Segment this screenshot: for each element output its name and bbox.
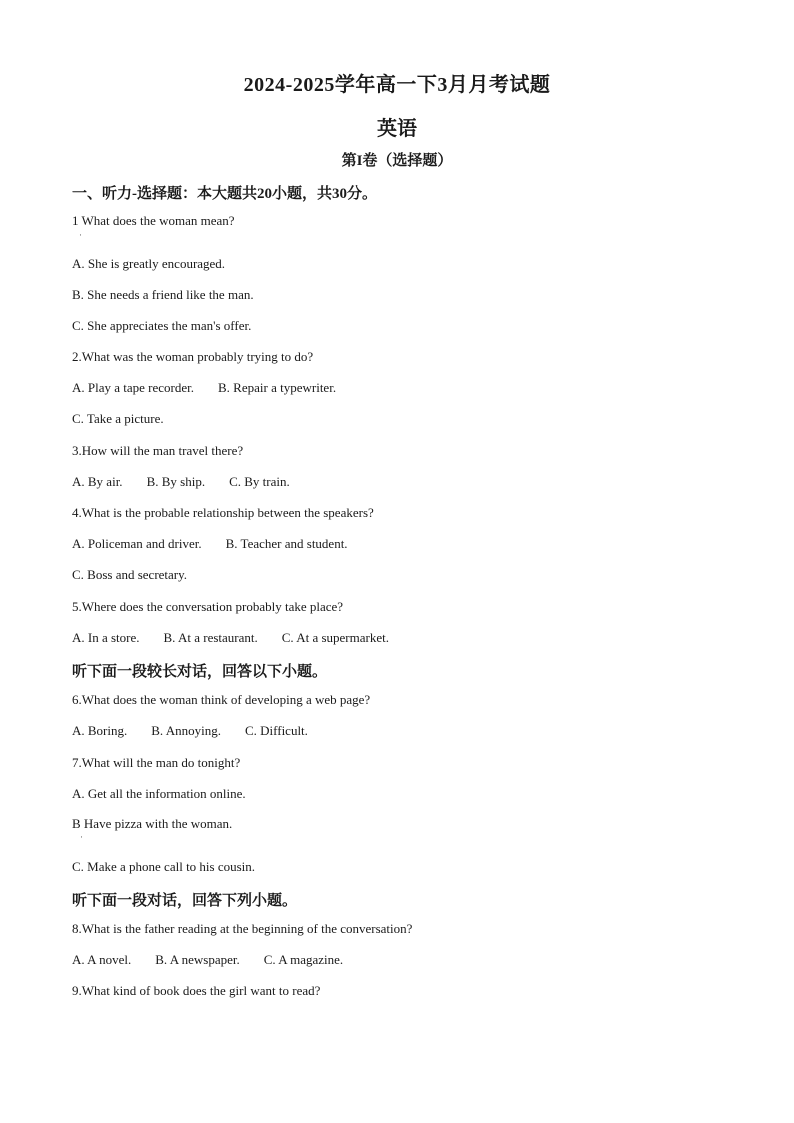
question-5-stem: 5.Where does the conversation probably take place? (72, 599, 344, 614)
question-9-stem: 9.What kind of book does the girl want to read? (72, 983, 321, 998)
question-6-option-b: B. Annoying. (151, 723, 221, 738)
question-5-option-b: B. At a restaurant. (163, 630, 258, 645)
question-3-option-a: A. By air. (72, 474, 123, 489)
question-4-option-b: B. Teacher and student. (225, 536, 348, 551)
question-7-option-c: C. Make a phone call to his cousin. (72, 859, 256, 874)
question-6-option-a: A. Boring. (72, 723, 128, 738)
question-8-option-c: C. A magazine. (263, 952, 344, 967)
question-2-option-b: B. Repair a typewriter. (218, 380, 337, 395)
volume-title: 第I卷（选择题） (341, 153, 453, 169)
question-6-options-row (72, 723, 308, 739)
exam-title: 2024-2025学年高一下3月月考试题 (243, 74, 551, 96)
listening-instruction-1: 听下面一段较长对话，回答以下小题。 (72, 664, 328, 680)
listening-instruction-2: 听下面一段对话，回答下列小题。 (72, 893, 298, 909)
question-4-option-c: C. Boss and secretary. (72, 567, 188, 582)
question-1-option-b: B. She needs a friend like the man. (72, 287, 254, 302)
question-7-option-a: A. Get all the information online. (72, 786, 246, 801)
question-2-stem: 2.What was the woman probably trying to do? (72, 349, 314, 364)
question-8-options-row (72, 952, 343, 968)
question-8-stem: 8.What is the father reading at the beginning of the conversation? (72, 921, 413, 936)
question-7-stem: 7.What will the man do tonight? (72, 755, 241, 770)
question-3-option-c: C. By train. (229, 474, 290, 489)
question-5-option-a: A. In a store. (72, 630, 140, 645)
question-4-options-row (72, 536, 348, 552)
question-3-option-b: B. By ship. (146, 474, 206, 489)
question-5-option-c: C. At a supermarket. (281, 630, 389, 645)
question-1-stem: 1 What does the woman mean? (72, 213, 235, 228)
subject-title: 英语 (377, 118, 417, 140)
question-3-stem: 3.How will the man travel there? (72, 443, 244, 458)
question-6-option-c: C. Difficult. (244, 723, 308, 738)
section-heading-listening: 一、听力-选择题：本大题共20小题，共30分。 (72, 186, 377, 202)
question-4-stem: 4.What is the probable relationship between the speakers? (72, 505, 374, 520)
stray-dot-mark: · (80, 832, 83, 842)
question-4-option-a: A. Policeman and driver. (72, 536, 202, 551)
question-3-options-row (72, 474, 290, 490)
question-8-option-a: A. A novel. (72, 952, 132, 967)
stray-dot-mark: · (79, 230, 82, 240)
question-1-option-a: A. She is greatly encouraged. (72, 256, 226, 271)
question-5-options-row (72, 630, 389, 646)
question-7-option-b: B Have pizza with the woman. (72, 816, 233, 831)
question-1-option-c: C. She appreciates the man's offer. (72, 318, 252, 333)
question-2-option-a: A. Play a tape recorder. (72, 380, 195, 395)
question-6-stem: 6.What does the woman think of developing a web page? (72, 692, 371, 707)
question-2-options-row (72, 380, 336, 396)
question-2-option-c: C. Take a picture. (72, 411, 164, 426)
question-8-option-b: B. A newspaper. (155, 952, 240, 967)
